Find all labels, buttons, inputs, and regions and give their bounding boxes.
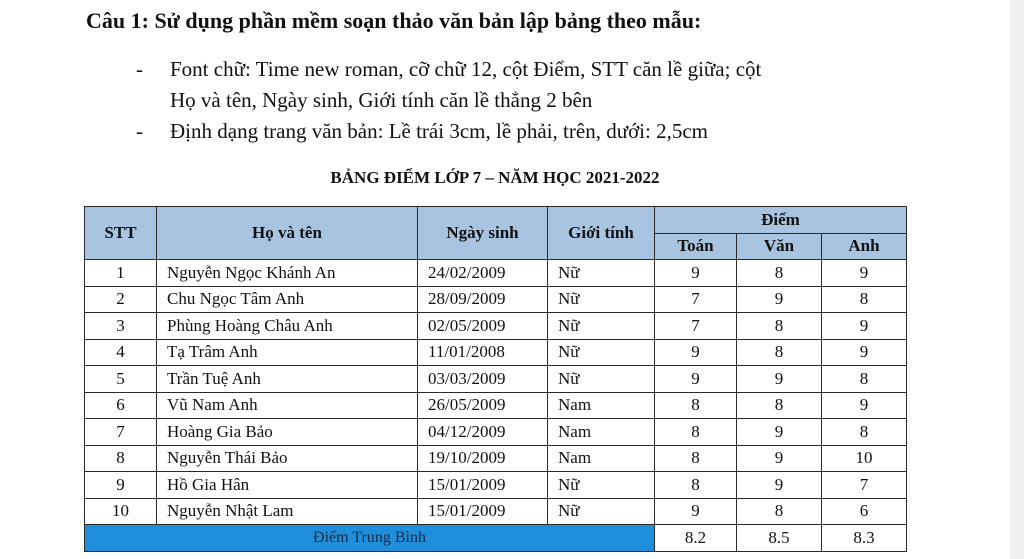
cell-stt: 5 xyxy=(85,366,157,393)
cell-math: 9 xyxy=(655,260,737,287)
cell-dob: 04/12/2009 xyxy=(418,419,548,446)
cell-gender: Nữ xyxy=(548,339,655,366)
grade-table xyxy=(84,206,907,552)
header-gender: Giới tính xyxy=(548,207,655,260)
cell-dob: 03/03/2009 xyxy=(418,366,548,393)
cell-math: 8 xyxy=(655,445,737,472)
cell-name: Chu Ngọc Tâm Anh xyxy=(157,286,418,313)
cell-gender: Nữ xyxy=(548,498,655,525)
cell-english: 9 xyxy=(822,339,907,366)
cell-name: Trần Tuệ Anh xyxy=(157,366,418,393)
cell-name: Nguyễn Nhật Lam xyxy=(157,498,418,525)
bullet-font-requirement xyxy=(136,54,761,116)
header-english: Anh xyxy=(822,233,907,260)
cell-math: 7 xyxy=(655,286,737,313)
cell-literature: 8 xyxy=(737,392,822,419)
cell-literature: 8 xyxy=(737,339,822,366)
cell-gender: Nữ xyxy=(548,260,655,287)
average-english: 8.3 xyxy=(822,525,907,552)
cell-dob: 26/05/2009 xyxy=(418,392,548,419)
table-row xyxy=(85,366,907,393)
table-body xyxy=(85,260,907,525)
cell-stt: 9 xyxy=(85,472,157,499)
cell-stt: 8 xyxy=(85,445,157,472)
table-row xyxy=(85,260,907,287)
cell-gender: Nữ xyxy=(548,366,655,393)
cell-stt: 6 xyxy=(85,392,157,419)
table-title: BẢNG ĐIỂM LỚP 7 – NĂM HỌC 2021-2022 xyxy=(330,168,660,187)
cell-name: Phùng Hoàng Châu Anh xyxy=(157,313,418,340)
cell-gender: Nữ xyxy=(548,286,655,313)
average-literature: 8.5 xyxy=(737,525,822,552)
cell-gender: Nam xyxy=(548,392,655,419)
table-row xyxy=(85,392,907,419)
table-row xyxy=(85,419,907,446)
cell-stt: 1 xyxy=(85,260,157,287)
cell-name: Vũ Nam Anh xyxy=(157,392,418,419)
cell-name: Nguyễn Ngọc Khánh An xyxy=(157,260,418,287)
cell-dob: 15/01/2009 xyxy=(418,498,548,525)
header-dob: Ngày sinh xyxy=(418,207,548,260)
cell-english: 8 xyxy=(822,419,907,446)
table-row xyxy=(85,472,907,499)
cell-literature: 8 xyxy=(737,260,822,287)
bullet-line: Font chữ: Time new roman, cỡ chữ 12, cột Điểm, STT căn lề giữa; cột xyxy=(170,57,762,81)
cell-dob: 15/01/2009 xyxy=(418,472,548,499)
cell-name: Hồ Gia Hân xyxy=(157,472,418,499)
header-literature: Văn xyxy=(737,233,822,260)
page-right-margin xyxy=(1010,0,1024,559)
cell-gender: Nam xyxy=(548,419,655,446)
cell-dob: 28/09/2009 xyxy=(418,286,548,313)
cell-name: Tạ Trâm Anh xyxy=(157,339,418,366)
cell-literature: 9 xyxy=(737,472,822,499)
header-name: Họ và tên xyxy=(157,207,418,260)
cell-english: 7 xyxy=(822,472,907,499)
bullet-line: Họ và tên, Ngày sinh, Giới tính căn lề thẳng 2 bên xyxy=(170,88,593,112)
cell-english: 8 xyxy=(822,286,907,313)
cell-dob: 19/10/2009 xyxy=(418,445,548,472)
cell-gender: Nam xyxy=(548,445,655,472)
cell-literature: 8 xyxy=(737,313,822,340)
table-row xyxy=(85,339,907,366)
cell-english: 10 xyxy=(822,445,907,472)
bullet-dash: - xyxy=(136,57,143,81)
cell-gender: Nữ xyxy=(548,313,655,340)
cell-english: 8 xyxy=(822,366,907,393)
average-math: 8.2 xyxy=(655,525,737,552)
cell-math: 9 xyxy=(655,339,737,366)
cell-math: 9 xyxy=(655,498,737,525)
cell-literature: 9 xyxy=(737,419,822,446)
cell-english: 9 xyxy=(822,260,907,287)
cell-dob: 24/02/2009 xyxy=(418,260,548,287)
question-title: Câu 1: Sử dụng phần mềm soạn thảo văn bản lập bảng theo mẫu: xyxy=(86,8,702,33)
cell-dob: 11/01/2008 xyxy=(418,339,548,366)
header-score-group: Điểm xyxy=(655,207,907,234)
cell-gender: Nữ xyxy=(548,472,655,499)
cell-stt: 4 xyxy=(85,339,157,366)
cell-literature: 9 xyxy=(737,286,822,313)
table-row xyxy=(85,498,907,525)
average-row xyxy=(85,525,907,552)
bullet-line: Định dạng trang văn bản: Lề trái 3cm, lề phải, trên, dưới: 2,5cm xyxy=(170,119,709,143)
cell-name: Hoàng Gia Bảo xyxy=(157,419,418,446)
cell-english: 6 xyxy=(822,498,907,525)
cell-math: 8 xyxy=(655,472,737,499)
cell-stt: 3 xyxy=(85,313,157,340)
header-stt: STT xyxy=(85,207,157,260)
bullet-page-format xyxy=(136,116,708,147)
cell-math: 8 xyxy=(655,392,737,419)
cell-dob: 02/05/2009 xyxy=(418,313,548,340)
cell-math: 8 xyxy=(655,419,737,446)
cell-english: 9 xyxy=(822,392,907,419)
table-row xyxy=(85,286,907,313)
cell-stt: 10 xyxy=(85,498,157,525)
cell-literature: 8 xyxy=(737,498,822,525)
cell-stt: 7 xyxy=(85,419,157,446)
table-row xyxy=(85,445,907,472)
cell-literature: 9 xyxy=(737,366,822,393)
cell-stt: 2 xyxy=(85,286,157,313)
bullet-dash: - xyxy=(136,119,143,143)
average-label: Điểm Trung Bình xyxy=(85,525,655,552)
cell-english: 9 xyxy=(822,313,907,340)
cell-name: Nguyễn Thái Bảo xyxy=(157,445,418,472)
cell-math: 9 xyxy=(655,366,737,393)
table-row xyxy=(85,313,907,340)
cell-literature: 9 xyxy=(737,445,822,472)
header-math: Toán xyxy=(655,233,737,260)
cell-math: 7 xyxy=(655,313,737,340)
